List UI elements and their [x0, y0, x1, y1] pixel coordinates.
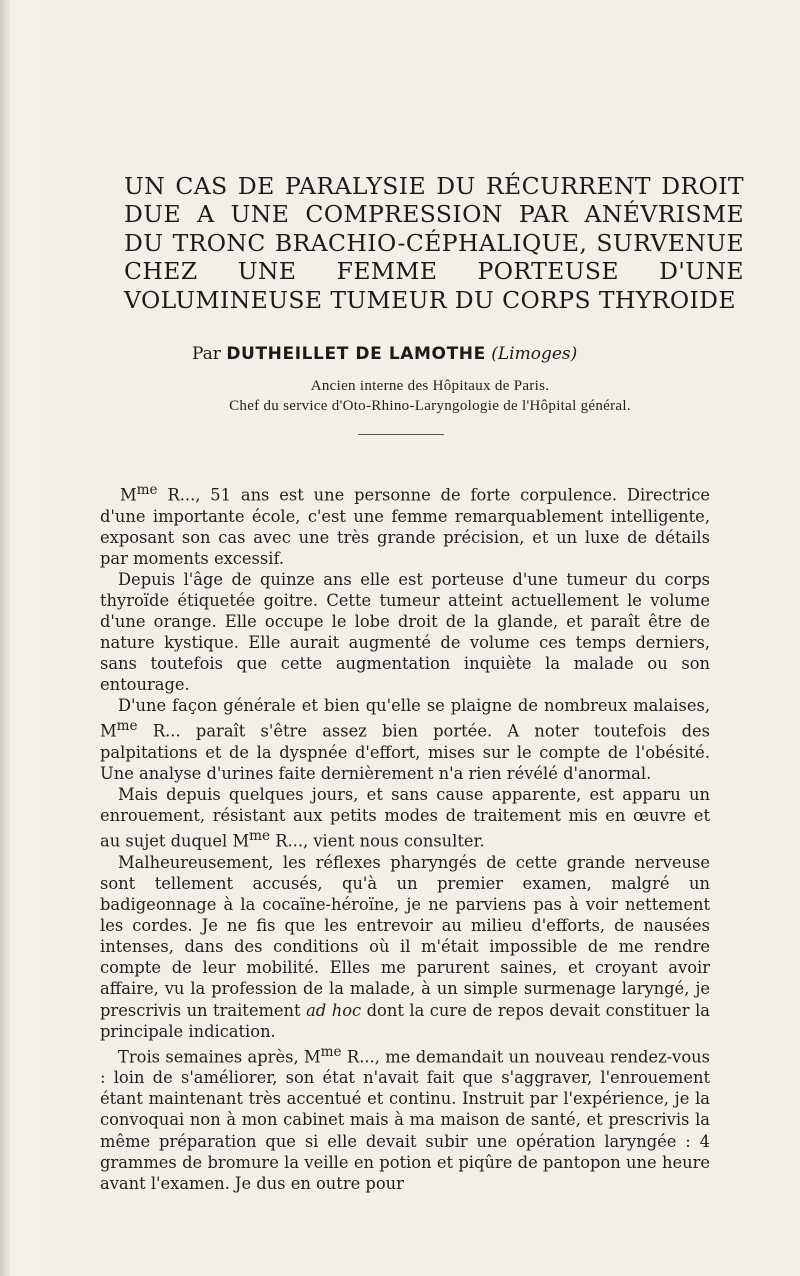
affiliation-2: Chef du service d'Oto-Rhino-Laryngologie de l'Hôpital général. — [229, 398, 631, 414]
paragraph-6: Trois semaines après, $M^{me}$ R..., me demandait un nouveau rendez-vous : loin de s'améliorer, son état n'avait fait que s'aggraver, l'enrouement étant maintenant très accentué et continu. Instruit par l'expérience, je la convoquai non à mon cabinet mais à ma maison de santé, et prescrivis la même préparation que si elle devait subir une opération laryngée : 4 grammes de bromure la veille en potion et piqûre de pantopon une heure avant l'examen. Je dus en outre pour — [100, 1043, 710, 1193]
article-title: UN CAS DE PARALYSIE DU RÉCURRENT DROIT DUE A UNE COMPRESSION PAR ANÉVRISME DU TRONC BRACHIO-CÉPHALIQUE, SURVENUE CHEZ UNE FEMME PORTEUSE D'UNE VOLUMINEUSE TUMEUR DU CORPS THYROIDE — [124, 172, 744, 314]
affiliation-1: Ancien interne des Hôpitaux de Paris. — [310, 378, 550, 394]
article-body — [100, 480, 710, 1194]
paragraph-4: Mais depuis quelques jours, et sans cause apparente, est apparu un enrouement, résistant aux petits modes de traitement mis en œuvre et au sujet duquel $M^{me}$ R..., vient nous consulter. — [100, 785, 710, 851]
author-city: (Limoges) — [491, 344, 578, 364]
paragraph-2: Depuis l'âge de quinze ans elle est porteuse d'une tumeur du corps thyroïde étiquetée goitre. Cette tumeur atteint actuellement le volume d'une orange. Elle occupe le lobe droit de la glande, et paraît être de nature kystique. Elle aurait augmenté de volume ces temps derniers, sans toutefois que cette augmentation inquiète la malade ou son entourage. — [100, 569, 710, 695]
byline — [192, 344, 692, 364]
page-edge — [0, 0, 10, 1276]
paragraph-5: Malheureusement, les réflexes pharyngés de cette grande nerveuse sont tellement accusés, qu'à un premier examen, malgré un badigeonnage à la cocaïne-héroïne, je ne parviens pas à voir nettement les cordes. Je ne fis que les entrevoir au milieu d'efforts, de nausées intenses, dans des conditions où il m'était impossible de me rendre compte de leur mobilité. Elles me parurent saines, et croyant avoir affaire, vu la profession de la malade, à un simple surmenage laryngé, je prescrivis un traitement ad hoc dont la cure de repos devait constituer la principale indication. — [100, 852, 710, 1041]
separator-rule — [358, 434, 444, 435]
paragraph-3: D'une façon générale et bien qu'elle se plaigne de nombreux malaises, $M^{me}$ R... paraît s'être assez bien portée. A noter toutefois des palpitations et de la dyspnée d'effort, mises sur le compte de l'obésité. Une analyse d'urines faite dernièrement n'a rien révélé d'anormal. — [100, 696, 710, 784]
author-name: DUTHEILLET DE LAMOTHE — [226, 344, 486, 364]
paragraph-1: $M^{me}$ R..., 51 ans est une personne de forte corpulence. Directrice d'une importante école, c'est une femme remarquablement intelligente, exposant son cas avec une très grande précision, et un luxe de détails par moments excessif. — [100, 482, 710, 568]
byline-prefix: Par — [192, 344, 221, 364]
